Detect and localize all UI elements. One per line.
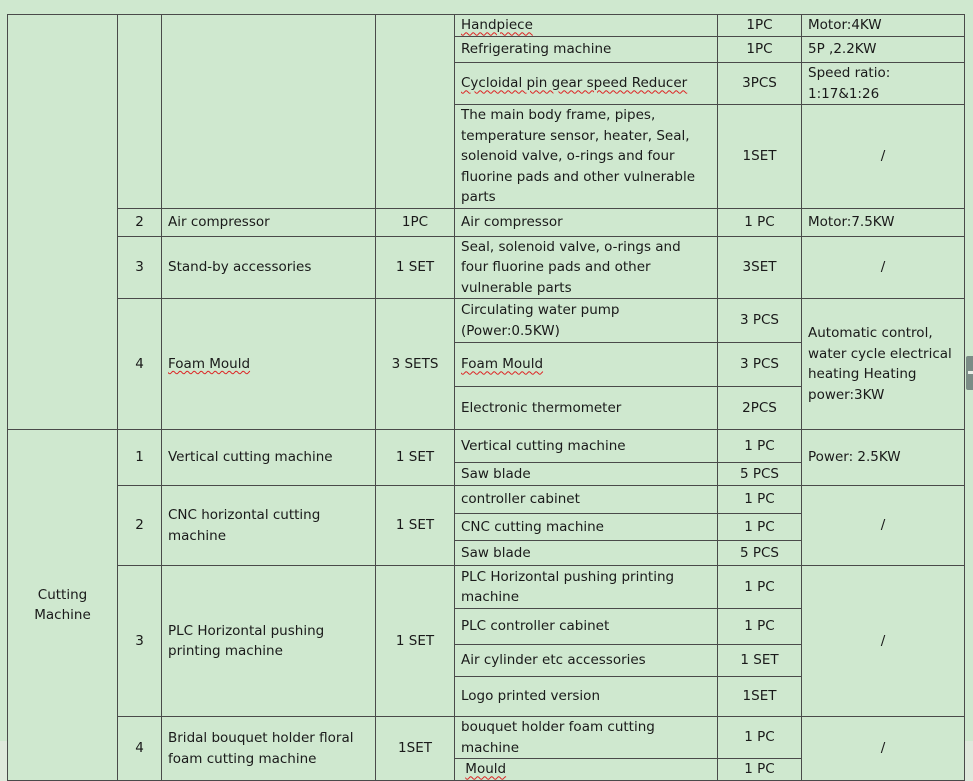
qty-cell: 5 PCS — [718, 463, 802, 486]
note-cell: Automatic control, water cycle electrical heating Heating power:3KW — [802, 299, 965, 430]
no-cell: 4 — [118, 299, 162, 430]
table-row — [8, 566, 965, 609]
part-cell: controller cabinet — [455, 486, 718, 514]
qty-cell: 1 PC — [718, 609, 802, 645]
note-cell: Speed ratio: 1:17&1:26 — [802, 63, 965, 105]
category-cell — [8, 15, 118, 430]
item-qty-cell: 1SET — [376, 717, 455, 781]
part-text: Foam Mould — [461, 356, 544, 373]
qty-cell: 3SET — [718, 236, 802, 299]
table-row — [8, 15, 965, 37]
item-qty-cell: 1PC — [376, 208, 455, 236]
item-qty-cell — [376, 15, 455, 209]
note-cell: / — [802, 236, 965, 299]
note-cell: Motor:4KW — [802, 15, 965, 37]
qty-cell: 1 PC — [718, 717, 802, 759]
qty-cell: 1SET — [718, 677, 802, 717]
qty-cell: 3PCS — [718, 63, 802, 105]
part-cell: Refrigerating machine — [455, 37, 718, 63]
qty-cell: 1SET — [718, 105, 802, 209]
note-cell: Power: 2.5KW — [802, 430, 965, 486]
table-row — [8, 717, 965, 759]
item-cell: Stand-by accessories — [162, 236, 376, 299]
note-cell: 5P ,2.2KW — [802, 37, 965, 63]
qty-cell: 3 PCS — [718, 299, 802, 343]
part-cell: Air compressor — [455, 208, 718, 236]
table-row — [8, 430, 965, 463]
equipment-list-table — [7, 14, 965, 781]
part-cell: The main body frame, pipes, temperature sensor, heater, Seal, solenoid valve, o-rings and four fluorine pads and other vulnerable parts — [455, 105, 718, 209]
no-cell — [118, 15, 162, 209]
note-cell: / — [802, 566, 965, 717]
item-qty-cell: 1 SET — [376, 236, 455, 299]
part-cell: Circulating water pump (Power:0.5KW) — [455, 299, 718, 343]
no-cell: 3 — [118, 236, 162, 299]
category-text: Cutting Machine — [34, 586, 91, 623]
item-qty-cell: 1 SET — [376, 566, 455, 717]
item-qty-cell: 1 SET — [376, 486, 455, 566]
no-cell: 4 — [118, 717, 162, 781]
part-text: Cycloidal pin gear speed Reducer — [461, 75, 688, 92]
note-cell: / — [802, 105, 965, 209]
part-cell — [455, 15, 718, 37]
item-cell: Vertical cutting machine — [162, 430, 376, 486]
part-cell: Saw blade — [455, 541, 718, 566]
item-qty-cell: 1 SET — [376, 430, 455, 486]
part-cell: Saw blade — [455, 463, 718, 486]
part-cell: Logo printed version — [455, 677, 718, 717]
table-row — [8, 236, 965, 299]
qty-cell: 1 PC — [718, 208, 802, 236]
qty-cell: 2PCS — [718, 387, 802, 430]
qty-cell: 1 SET — [718, 645, 802, 677]
qty-cell: 1 PC — [718, 566, 802, 609]
qty-cell: 3 PCS — [718, 343, 802, 387]
part-cell: PLC controller cabinet — [455, 609, 718, 645]
item-cell — [162, 15, 376, 209]
no-cell: 2 — [118, 208, 162, 236]
qty-cell: 5 PCS — [718, 541, 802, 566]
qty-cell: 1 PC — [718, 430, 802, 463]
no-cell: 3 — [118, 566, 162, 717]
note-cell: / — [802, 486, 965, 566]
item-qty-cell: 3 SETS — [376, 299, 455, 430]
part-cell: Seal, solenoid valve, o-rings and four fluorine pads and other vulnerable parts — [455, 236, 718, 299]
item-cell — [162, 299, 376, 430]
table-row — [8, 299, 965, 343]
part-cell: Electronic thermometer — [455, 387, 718, 430]
part-text: Mould — [465, 761, 507, 778]
item-cell: Bridal bouquet holder floral foam cutting machine — [162, 717, 376, 781]
part-cell — [455, 759, 718, 781]
part-cell: Air cylinder etc accessories — [455, 645, 718, 677]
item-cell: CNC horizontal cutting machine — [162, 486, 376, 566]
no-cell: 2 — [118, 486, 162, 566]
part-cell: CNC cutting machine — [455, 514, 718, 541]
qty-cell: 1 PC — [718, 759, 802, 781]
part-cell: PLC Horizontal pushing printing machine — [455, 566, 718, 609]
part-text: Handpiece — [461, 17, 533, 34]
no-cell: 1 — [118, 430, 162, 486]
category-cell — [8, 430, 118, 781]
part-cell — [455, 343, 718, 387]
table-row — [8, 486, 965, 514]
qty-cell: 1PC — [718, 15, 802, 37]
table-row — [8, 208, 965, 236]
note-cell: / — [802, 717, 965, 781]
item-cell: PLC Horizontal pushing printing machine — [162, 566, 376, 717]
part-cell: bouquet holder foam cutting machine — [455, 717, 718, 759]
item-cell: Air compressor — [162, 208, 376, 236]
note-cell: Motor:7.5KW — [802, 208, 965, 236]
qty-cell: 1PC — [718, 37, 802, 63]
item-text: Foam Mould — [168, 355, 251, 372]
part-cell: Vertical cutting machine — [455, 430, 718, 463]
qty-cell: 1 PC — [718, 486, 802, 514]
side-expand-handle[interactable] — [966, 356, 973, 390]
part-cell — [455, 63, 718, 105]
qty-cell: 1 PC — [718, 514, 802, 541]
